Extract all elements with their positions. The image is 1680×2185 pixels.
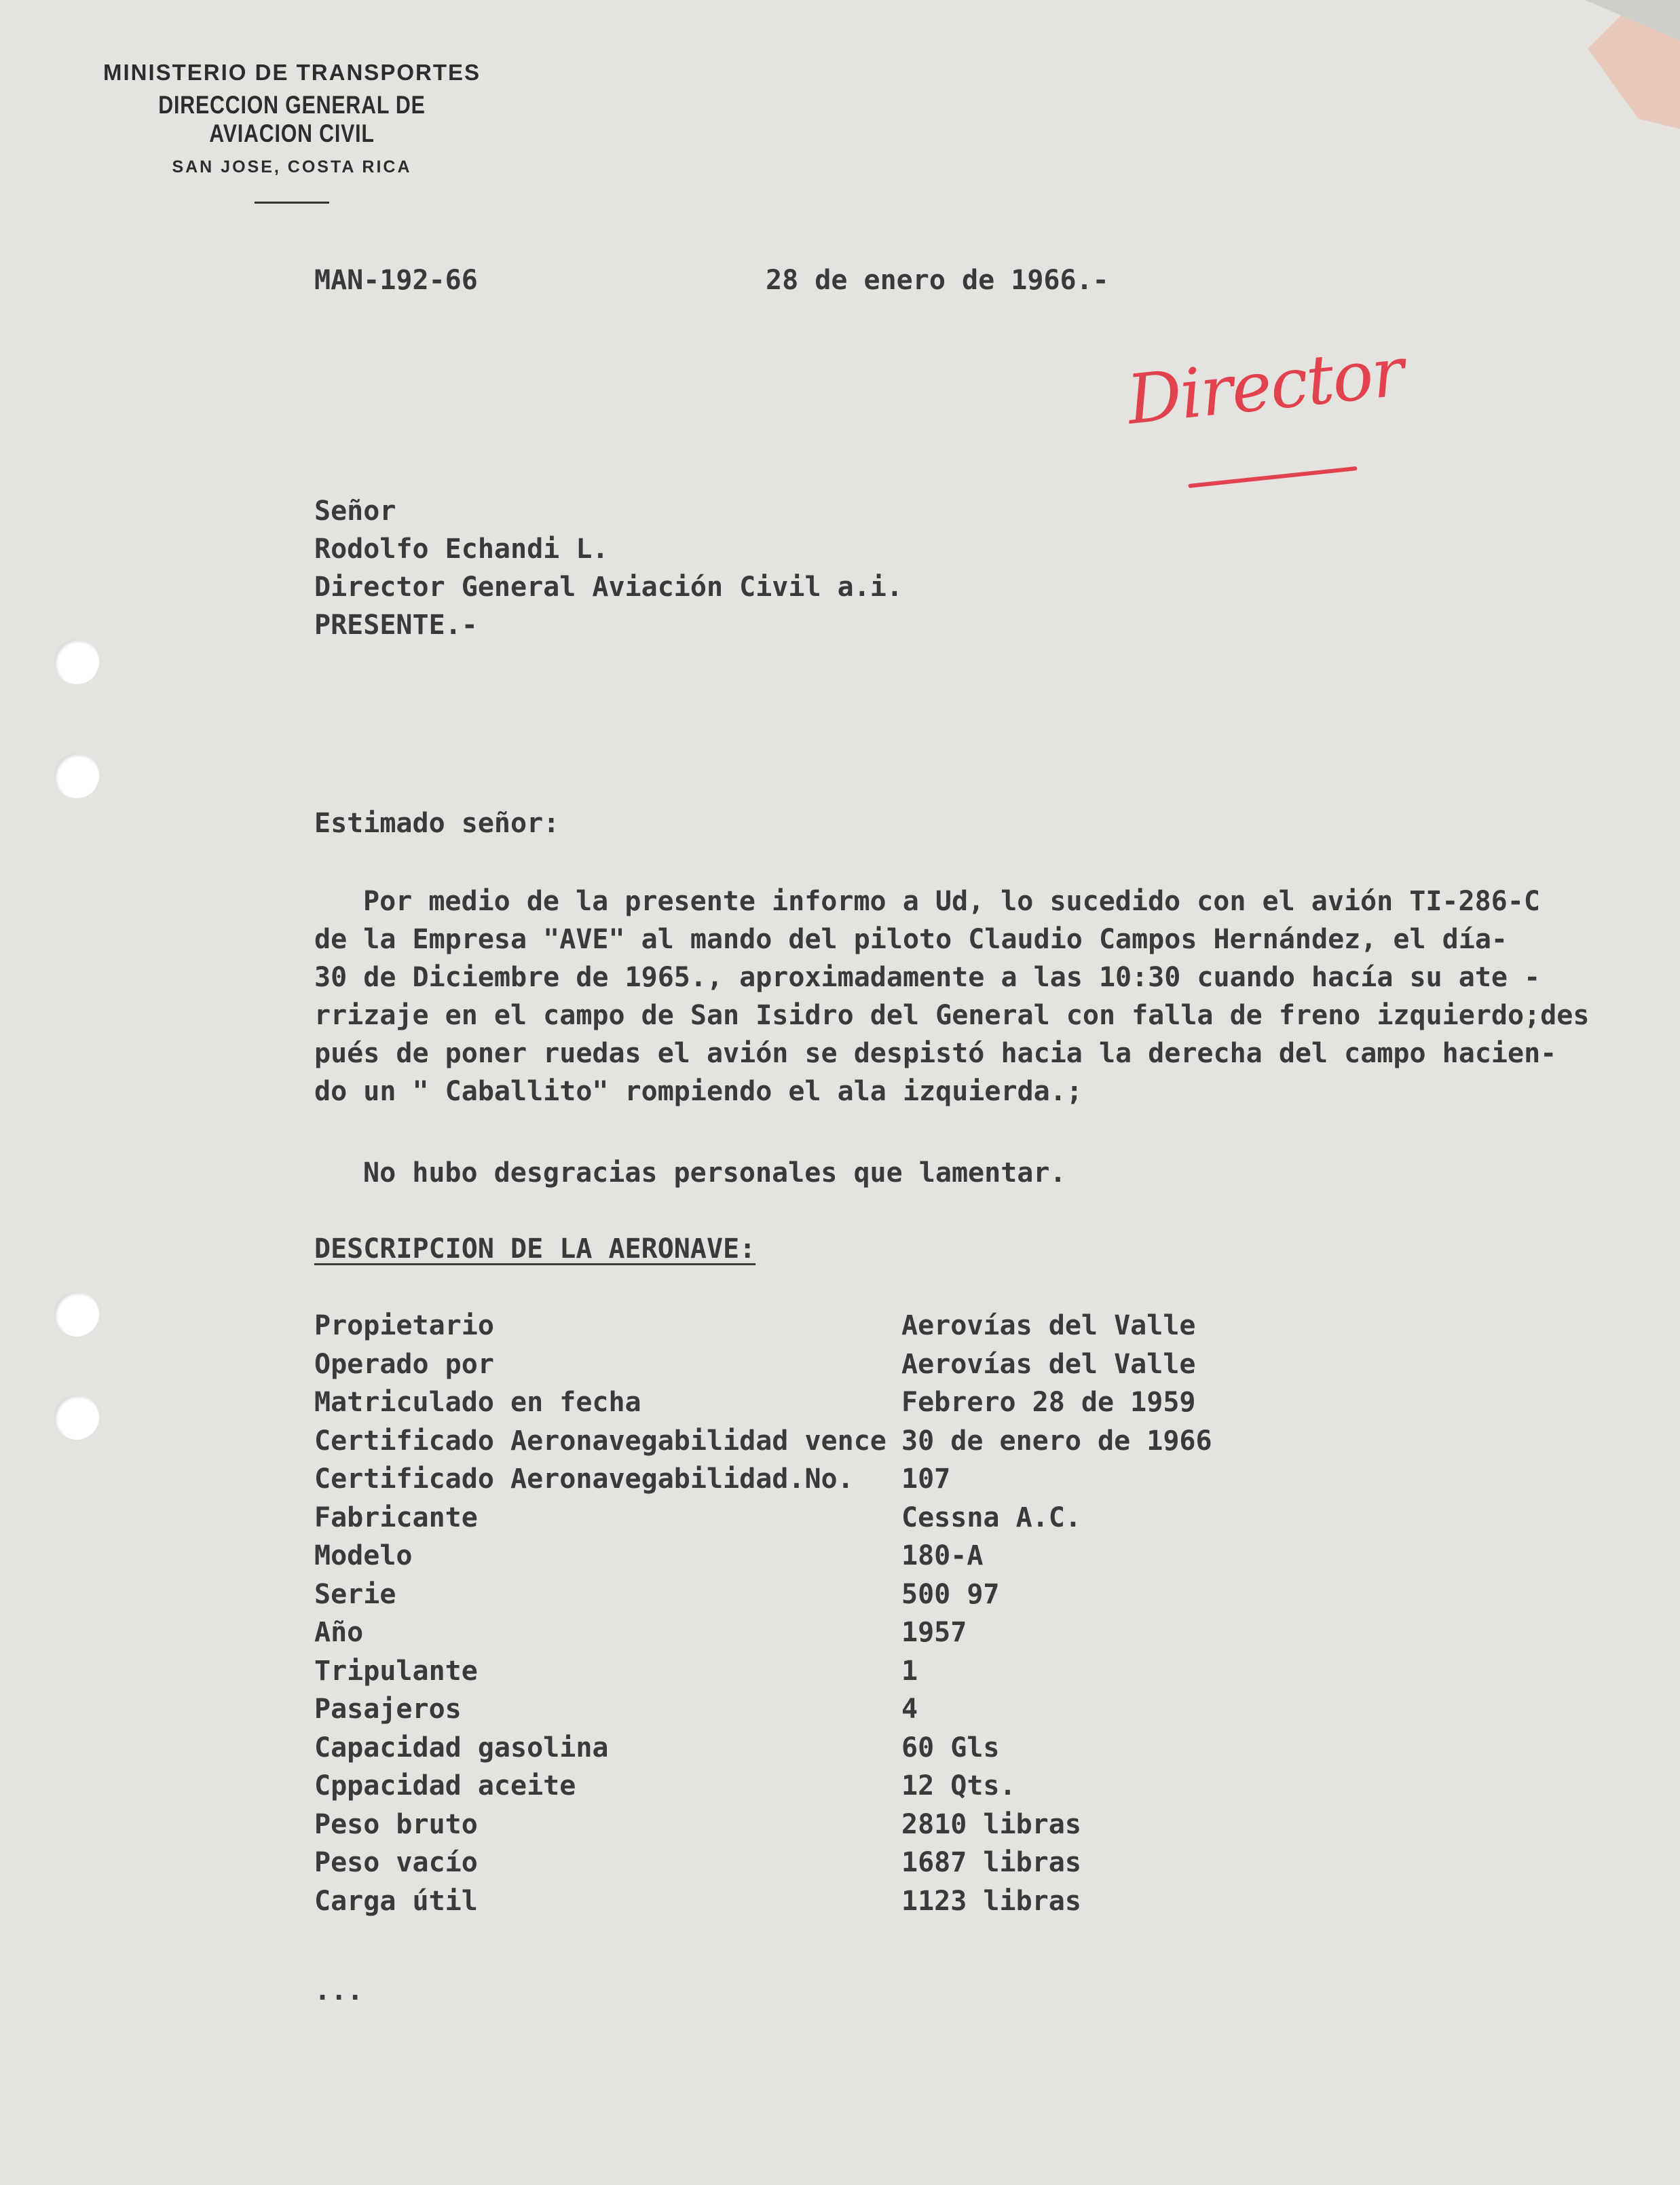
aircraft-description-table bbox=[314, 1307, 1309, 1920]
body-line: pués de poner ruedas el avión se despistó hacia la derecha del campo hacien- bbox=[314, 1038, 1557, 1069]
letterhead-rule bbox=[255, 202, 329, 204]
table-row bbox=[314, 1806, 1309, 1844]
table-row bbox=[314, 1767, 1309, 1806]
field-value: Aerovías del Valle bbox=[901, 1348, 1196, 1380]
field-label: Pasajeros bbox=[314, 1694, 462, 1725]
address-line: PRESENTE.- bbox=[314, 610, 478, 641]
field-label: Tripulante bbox=[314, 1655, 478, 1687]
field-value: 4 bbox=[901, 1694, 918, 1725]
punch-hole bbox=[54, 753, 99, 798]
field-value: 1123 libras bbox=[901, 1885, 1081, 1917]
letterhead-ministry: MINISTERIO DE TRANSPORTES bbox=[102, 60, 481, 85]
field-label: Capacidad gasolina bbox=[314, 1732, 609, 1763]
body-line: de la Empresa "AVE" al mando del piloto Claudio Campos Hernández, el día- bbox=[314, 924, 1508, 955]
field-value: 2810 libras bbox=[901, 1808, 1081, 1840]
field-label: Serie bbox=[314, 1578, 396, 1610]
table-row bbox=[314, 1307, 1309, 1345]
field-label: Año bbox=[314, 1617, 364, 1648]
table-row bbox=[314, 1882, 1309, 1921]
field-value: 12 Qts. bbox=[901, 1770, 1016, 1801]
table-row bbox=[314, 1690, 1309, 1729]
field-label: Cppacidad aceite bbox=[314, 1770, 576, 1801]
field-value: 60 Gls bbox=[901, 1732, 1000, 1763]
handwritten-annotation: Director bbox=[1123, 332, 1407, 440]
field-value: 500 97 bbox=[901, 1578, 1000, 1610]
punch-hole bbox=[54, 639, 99, 684]
field-value: 1957 bbox=[901, 1617, 967, 1648]
field-label: Matriculado en fecha bbox=[314, 1387, 641, 1418]
field-label: Carga útil bbox=[314, 1885, 478, 1917]
body-line: 30 de Diciembre de 1965., aproximadamente a las 10:30 cuando hacía su ate - bbox=[314, 962, 1541, 993]
letterhead-directorate: DIRECCION GENERAL DE AVIACION CIVIL bbox=[158, 91, 426, 147]
body-paragraph-2: No hubo desgracias personales que lamentar. bbox=[363, 1157, 1066, 1189]
field-value: 180-A bbox=[901, 1540, 984, 1571]
body-line: rrizaje en el campo de San Isidro del General con falla de freno izquierdo;des bbox=[314, 1000, 1590, 1031]
field-label: Peso vacío bbox=[314, 1847, 478, 1878]
address-line: Señor bbox=[314, 496, 396, 527]
field-value: Aerovías del Valle bbox=[901, 1310, 1196, 1341]
field-value: Cessna A.C. bbox=[901, 1501, 1081, 1533]
table-row bbox=[314, 1652, 1309, 1691]
table-row bbox=[314, 1383, 1309, 1422]
letterhead bbox=[81, 60, 502, 204]
table-row bbox=[314, 1729, 1309, 1768]
field-value: 1 bbox=[901, 1655, 918, 1687]
table-row bbox=[314, 1844, 1309, 1882]
letterhead-city: SAN JOSE, COSTA RICA bbox=[172, 157, 412, 176]
body-line: Por medio de la presente informo a Ud, lo sucedido con el avión TI-286-C bbox=[363, 886, 1540, 917]
field-label: Certificado Aeronavegabilidad vence bbox=[314, 1425, 886, 1457]
table-row bbox=[314, 1575, 1309, 1614]
body-line: do un " Caballito" rompiendo el ala izquierda.; bbox=[314, 1076, 1083, 1107]
table-row bbox=[314, 1460, 1309, 1499]
address-line: Director General Aviación Civil a.i. bbox=[314, 572, 903, 603]
table-row bbox=[314, 1613, 1309, 1652]
field-value: 30 de enero de 1966 bbox=[901, 1425, 1212, 1457]
handwritten-underline bbox=[1188, 466, 1357, 488]
field-value: Febrero 28 de 1959 bbox=[901, 1387, 1196, 1418]
field-value: 107 bbox=[901, 1463, 951, 1495]
field-label: Peso bruto bbox=[314, 1808, 478, 1840]
address-line: Rodolfo Echandi L. bbox=[314, 534, 609, 565]
table-row bbox=[314, 1499, 1309, 1537]
field-value: 1687 libras bbox=[901, 1847, 1081, 1878]
recipient-address bbox=[314, 492, 903, 644]
section-heading: DESCRIPCION DE LA AERONAVE: bbox=[314, 1233, 756, 1265]
table-row bbox=[314, 1345, 1309, 1384]
table-row bbox=[314, 1422, 1309, 1461]
salutation: Estimado señor: bbox=[314, 808, 560, 839]
field-label: Modelo bbox=[314, 1540, 413, 1571]
punch-hole bbox=[54, 1292, 99, 1337]
reference-number: MAN-192-66 bbox=[314, 265, 478, 296]
letter-date: 28 de enero de 1966.- bbox=[766, 265, 1109, 296]
continuation-mark: ... bbox=[314, 1975, 364, 2006]
punch-hole bbox=[54, 1395, 99, 1440]
field-label: Operado por bbox=[314, 1348, 494, 1380]
table-row bbox=[314, 1537, 1309, 1575]
body-paragraph-1 bbox=[314, 882, 1589, 1110]
field-label: Fabricante bbox=[314, 1501, 478, 1533]
field-label: Certificado Aeronavegabilidad.No. bbox=[314, 1463, 854, 1495]
field-label: Propietario bbox=[314, 1310, 494, 1341]
